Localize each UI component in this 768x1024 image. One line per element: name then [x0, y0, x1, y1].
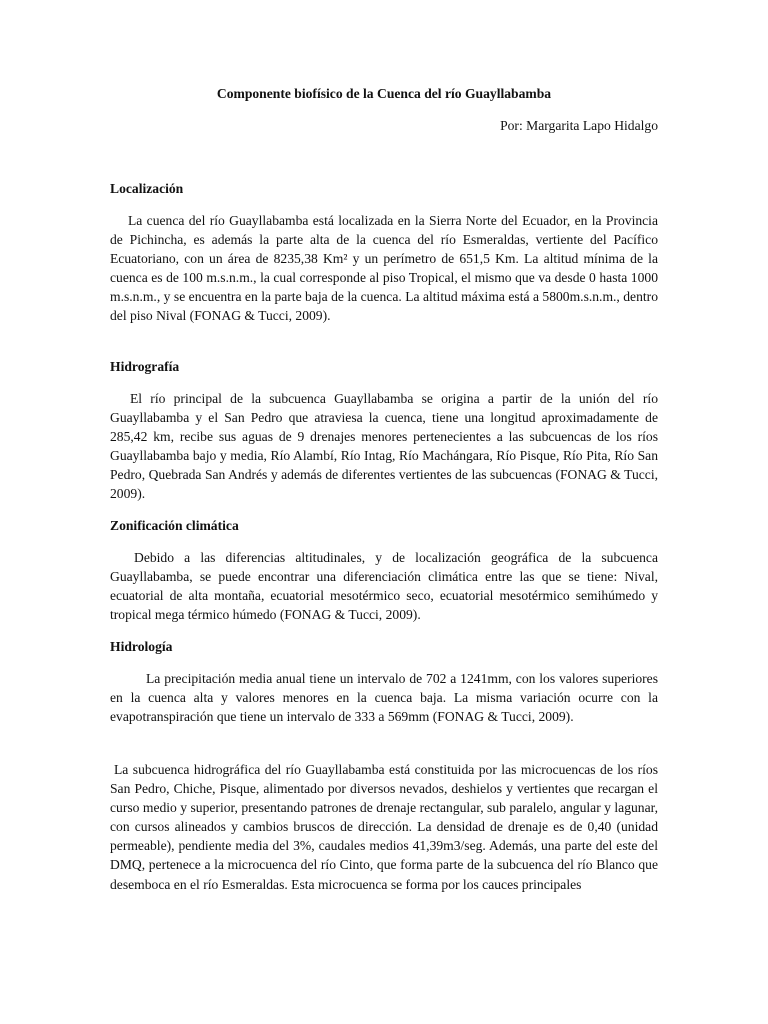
paragraph-hidrologia-1: La precipitación media anual tiene un intervalo de 702 a 1241mm, con los valores superiores en la cuenca alta y valores menores en la cuenca baja. La misma variación ocurre con la evapotranspiración que tiene un intervalo de 333 a 569mm (FONAG & Tucci, 2009). — [110, 671, 658, 725]
section-heading-localizacion: Localización — [110, 181, 184, 196]
paragraph-hidrologia-2: La subcuenca hidrográfica del río Guayllabamba está constituida por las microcuencas de los ríos San Pedro, Chiche, Pisque, alimentado por diversos nevados, deshielos y vertientes que recargan el curso medio y superior, presentando patrones de drenaje rectangular, sub paralelo, angular y lagunar, con cursos alineados y cambios bruscos de dirección. La densidad de drenaje es de 0,40 (unidad permeable), pendiente media del 3%, caudales medios 41,39m3/seg. Además, una parte del este del DMQ, pertenece a la microcuenca del río Cinto, que forma parte de la subcuenca del río Blanco que desemboca en el río Esmeraldas. Esta microcuenca se forma por los cauces principales — [110, 762, 658, 892]
paragraph-hidrografia: El río principal de la subcuenca Guayllabamba se origina a partir de la unión del río Guayllabamba y el San Pedro que atraviesa la cuenca, tiene una longitud aproximadamente de 285,42 km, recibe sus aguas de 9 drenajes menores pertenecientes a las subcuencas de los ríos Guayllabamba bajo y media, Río Alambí, Río Intag, Río Machángara, Río Pisque, Río Pita, Río San Pedro, Quebrada San Andrés y además de diferentes vertientes de las subcuencas (FONAG & Tucci, 2009). — [110, 391, 658, 502]
document-author: Por: Margarita Lapo Hidalgo — [500, 118, 658, 133]
section-heading-hidrologia: Hidrología — [110, 639, 173, 654]
paragraph-zonificacion-climatica: Debido a las diferencias altitudinales, y de localización geográfica de la subcuenca Guayllabamba, se puede encontrar una diferenciación climática entre las que se tiene: Nival, ecuatorial de alta montaña, ecuatorial mesotérmico seco, ecuatorial mesotérmico semihúmedo y tropical mega térmico húmedo (FONAG & Tucci, 2009). — [110, 550, 658, 623]
document-title: Componente biofísico de la Cuenca del río Guayllabamba — [216, 86, 552, 101]
section-heading-zonificacion-climatica: Zonificación climática — [110, 518, 239, 533]
paragraph-localizacion: La cuenca del río Guayllabamba está localizada en la Sierra Norte del Ecuador, en la Provincia de Pichincha, es además la parte alta de la cuenca del río Esmeraldas, vertiente del Pacífico Ecuatoriano, con un área de 8235,38 Km² y un perímetro de 651,5 Km. La altitud mínima de la cuenca es de 100 m.s.n.m., la cual corresponde al piso Tropical, el mismo que va desde 0 hasta 1000 m.s.n.m., y se encuentra en la parte baja de la cuenca. La altitud máxima está a 5800m.s.n.m., dentro del piso Nival (FONAG & Tucci, 2009). — [110, 213, 658, 324]
section-heading-hidrografia: Hidrografía — [110, 359, 180, 374]
